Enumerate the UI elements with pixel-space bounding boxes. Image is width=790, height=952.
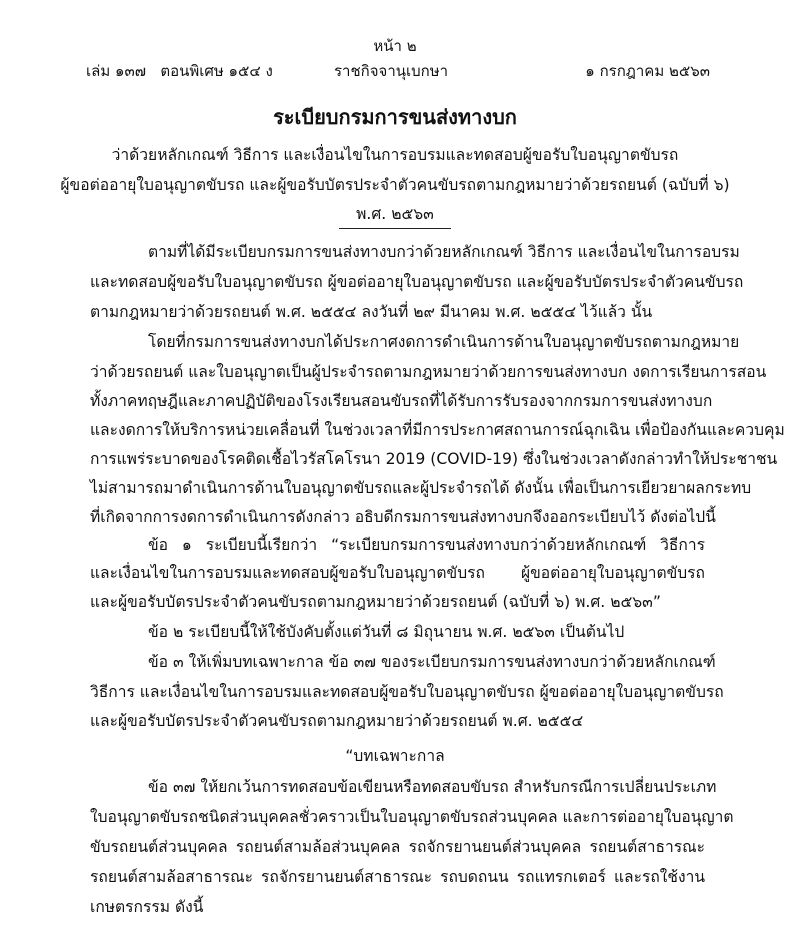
page-number: หน้า ๒ xyxy=(373,37,417,55)
body-line: ว่าด้วยรถยนต์ และใบอนุญาตเป็นผู้ประจำรถตามกฎหมายว่าด้วยการขนส่งทางบก งดการเรียนการสอน xyxy=(90,363,767,381)
clause-1-line: และผู้ขอรับบัตรประจำตัวคนขับรถตามกฎหมายว่าด้วยรถยนต์ (ฉบับที่ ๖) พ.ศ. ๒๕๖๓” xyxy=(90,593,661,611)
clause-3-line: และผู้ขอรับบัตรประจำตัวคนขับรถตามกฎหมายว่าด้วยรถยนต์ พ.ศ. ๒๕๕๔ xyxy=(90,712,584,730)
clause-1-line: ข้อ ๑ ระเบียบนี้เรียกว่า “ระเบียบกรมการขนส่งทางบกว่าด้วยหลักเกณฑ์ วิธีการ xyxy=(148,536,705,554)
transitional-line: เกษตรกรรม ดังนี้ xyxy=(90,898,204,916)
body-line: และทดสอบผู้ขอรับใบอนุญาตขับรถ ผู้ขอต่ออายุใบอนุญาตขับรถ และผู้ขอรับบัตรประจำตัวคนขับรถ xyxy=(90,273,744,291)
document-title: ระเบียบกรมการขนส่งทางบก xyxy=(273,105,517,129)
transitional-line: ขับรถยนต์ส่วนบุคคล รถยนต์สามล้อส่วนบุคคล รถจักรยานยนต์ส่วนบุคคล รถยนต์สาธารณะ xyxy=(90,838,705,856)
body-line: และงดการให้บริการหน่วยเคลื่อนที่ ในช่วงเวลาที่มีการประกาศสถานการณ์ฉุกเฉิน เพื่อป้องกันและควบคุม xyxy=(90,421,785,439)
clause-2-line: ข้อ ๒ ระเบียบนี้ให้ใช้บังคับตั้งแต่วันที่ ๘ มิถุนายน พ.ศ. ๒๕๖๓ เป็นต้นไป xyxy=(148,623,625,641)
title-divider xyxy=(339,228,451,229)
clause-1-line: และเงื่อนไขในการอบรมและทดสอบผู้ขอรับใบอนุญาตขับรถ ผู้ขอต่ออายุใบอนุญาตขับรถ xyxy=(90,564,705,582)
body-line: ไม่สามารถมาดำเนินการด้านใบอนุญาตขับรถและผู้ประจำรถได้ ดังนั้น เพื่อเป็นการเยียวยาผลกระทบ xyxy=(90,479,752,497)
transitional-line: ใบอนุญาตขับรถชนิดส่วนบุคคลชั่วคราวเป็นใบอนุญาตขับรถส่วนบุคคล และการต่ออายุใบอนุญาต xyxy=(90,808,734,826)
subtitle-line: ว่าด้วยหลักเกณฑ์ วิธีการ และเงื่อนไขในการอบรมและทดสอบผู้ขอรับใบอนุญาตขับรถ xyxy=(111,146,679,164)
body-line: ทั้งภาคทฤษฎีและภาคปฏิบัติของโรงเรียนสอนขับรถที่ได้รับการรับรองจากกรมการขนส่งทางบก xyxy=(90,392,713,410)
gazette-header xyxy=(86,59,710,85)
gazette-name: ราชกิจจานุเบกษา xyxy=(334,62,449,80)
subtitle-line: ผู้ขอต่ออายุใบอนุญาตขับรถ และผู้ขอรับบัตรประจำตัวคนขับรถตามกฎหมายว่าด้วยรถยนต์ (ฉบับที่ ๖) xyxy=(60,176,730,194)
body-line: ตามกฎหมายว่าด้วยรถยนต์ พ.ศ. ๒๕๕๔ ลงวันที่ ๒๙ มีนาคม พ.ศ. ๒๕๕๔ ไว้แล้ว นั้น xyxy=(90,303,653,321)
clause-3-line: วิธีการ และเงื่อนไขในการอบรมและทดสอบผู้ขอรับใบอนุญาตขับรถ ผู้ขอต่ออายุใบอนุญาตขับรถ xyxy=(90,683,724,701)
body-line: การแพร่ระบาดของโรคติดเชื้อไวรัสโคโรนา 2019 (COVID-19) ซึ่งในช่วงเวลาดังกล่าวทำให้ประชาชน xyxy=(90,450,778,468)
body-line: โดยที่กรมการขนส่งทางบกได้ประกาศงดการดำเนินการด้านใบอนุญาตขับรถตามกฎหมาย xyxy=(148,333,740,351)
transitional-line: ข้อ ๓๗ ให้ยกเว้นการทดสอบข้อเขียนหรือทดสอบขับรถ สำหรับกรณีการเปลี่ยนประเภท xyxy=(148,778,717,796)
section-heading: “บทเฉพาะกาล xyxy=(345,747,445,765)
body-line: ตามที่ได้มีระเบียบกรมการขนส่งทางบกว่าด้วยหลักเกณฑ์ วิธีการ และเงื่อนไขในการอบรม xyxy=(148,243,740,261)
body-line: ที่เกิดจากการงดการดำเนินการดังกล่าว อธิบดีกรมการขนส่งทางบกจึงออกระเบียบไว้ ดังต่อไปนี้ xyxy=(90,508,716,526)
issue-label: ตอนพิเศษ ๑๕๔ ง xyxy=(160,62,273,80)
publication-date: ๑ กรกฎาคม ๒๕๖๓ xyxy=(585,62,710,80)
volume-label: เล่ม ๑๓๗ xyxy=(86,62,147,80)
subtitle-year: พ.ศ. ๒๕๖๓ xyxy=(356,205,434,223)
transitional-line: รถยนต์สามล้อสาธารณะ รถจักรยานยนต์สาธารณะ รถบดถนน รถแทรกเตอร์ และรถใช้งาน xyxy=(90,868,705,886)
volume-issue-label xyxy=(86,59,273,83)
clause-3-line: ข้อ ๓ ให้เพิ่มบทเฉพาะกาล ข้อ ๓๗ ของระเบียบกรมการขนส่งทางบกว่าด้วยหลักเกณฑ์ xyxy=(148,653,716,671)
